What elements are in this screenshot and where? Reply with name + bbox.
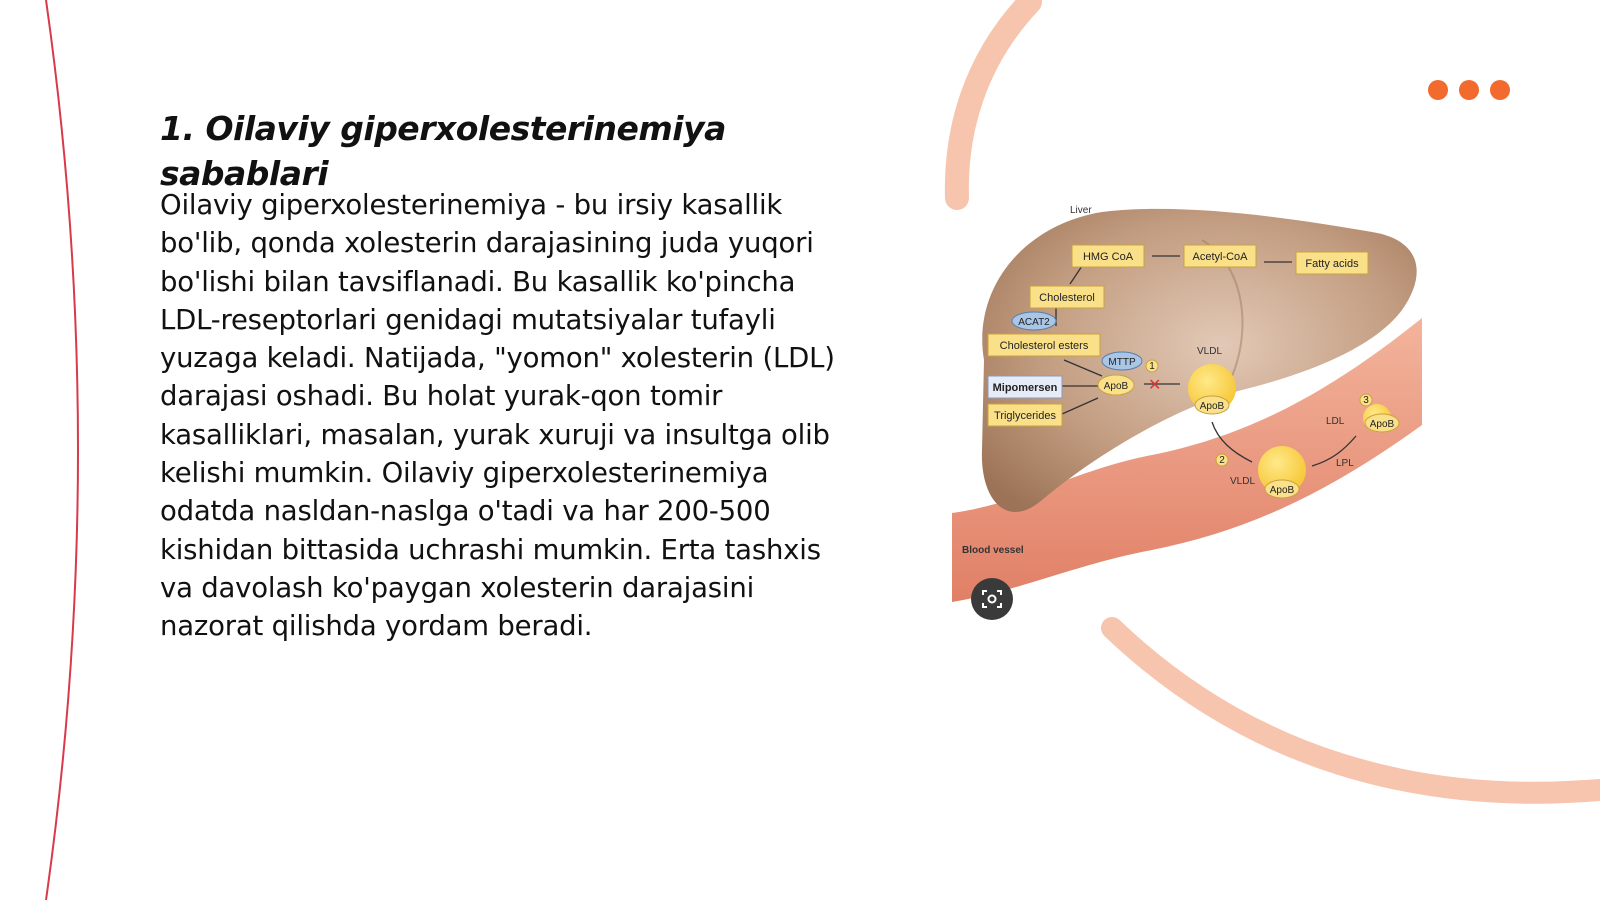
label-vldl: VLDL (1197, 346, 1223, 357)
label-apob-ldl: ApoB (1369, 419, 1395, 430)
label-step-1: 1 (1149, 361, 1155, 372)
label-ldl: LDL (1326, 416, 1345, 427)
label-acat2: ACAT2 (1018, 317, 1050, 328)
label-acetyl-coa: Acetyl-CoA (1192, 251, 1248, 263)
left-curve-line (46, 0, 78, 900)
dot-icon (1490, 80, 1510, 100)
slide-title: 1. Oilaviy giperxolesterinemiya sabablari (160, 109, 726, 193)
arc-top-segment (957, 2, 1030, 198)
label-step-3: 3 (1363, 395, 1369, 406)
slide-body-text: Oilaviy giperxolesterinemiya - bu irsiy kasallik bo'lib, qonda xolesterin darajasining juda yuqori bo'lishi bilan tavsiflanadi. Bu kasallik ko'pincha LDL-reseptorlari genidagi mutatsiyalar tufayli yuzaga keladi. Natijada, "yomon" xolesterin (LDL) darajasi oshadi. Bu holat yurak-qon tomir kasalliklari, masalan, yurak xuruji va insultga olib kelishi mumkin. Oilaviy giperxolesterinemiya odatda nasldan-naslga o'tadi va har 200-500 kishidan bittasida uchrashi mumkin. Erta tashxis va davolash ko'paygan xolesterin darajasini nazorat qilishda yordam beradi. (160, 189, 835, 643)
label-vldl-blood: VLDL (1230, 476, 1256, 487)
label-step-2: 2 (1219, 455, 1225, 466)
liver-pathway-illustration (952, 200, 1452, 630)
label-cholesterol-esters: Cholesterol esters (999, 340, 1089, 352)
label-lpl: LPL (1336, 458, 1354, 469)
visual-search-icon (980, 587, 1004, 611)
dot-icon (1459, 80, 1479, 100)
label-mipomersen: Mipomersen (992, 382, 1058, 394)
label-apob-blood: ApoB (1269, 485, 1295, 496)
label-blood-vessel: Blood vessel (962, 545, 1024, 556)
label-mttp: MTTP (1108, 357, 1136, 368)
label-apob: ApoB (1103, 381, 1129, 392)
label-apob-vldl: ApoB (1199, 401, 1225, 412)
label-liver: Liver (1070, 205, 1092, 216)
block-mark-icon: ✕ (1148, 375, 1162, 394)
visual-search-button[interactable] (971, 578, 1013, 620)
dot-icon (1428, 80, 1448, 100)
label-fatty-acids: Fatty acids (1305, 258, 1359, 270)
label-triglycerides: Triglycerides (994, 410, 1056, 422)
label-hmg-coa: HMG CoA (1082, 251, 1134, 263)
label-cholesterol: Cholesterol (1039, 292, 1095, 304)
three-dots-icon (1428, 80, 1510, 100)
arc-bottom-segment (1112, 628, 1600, 793)
